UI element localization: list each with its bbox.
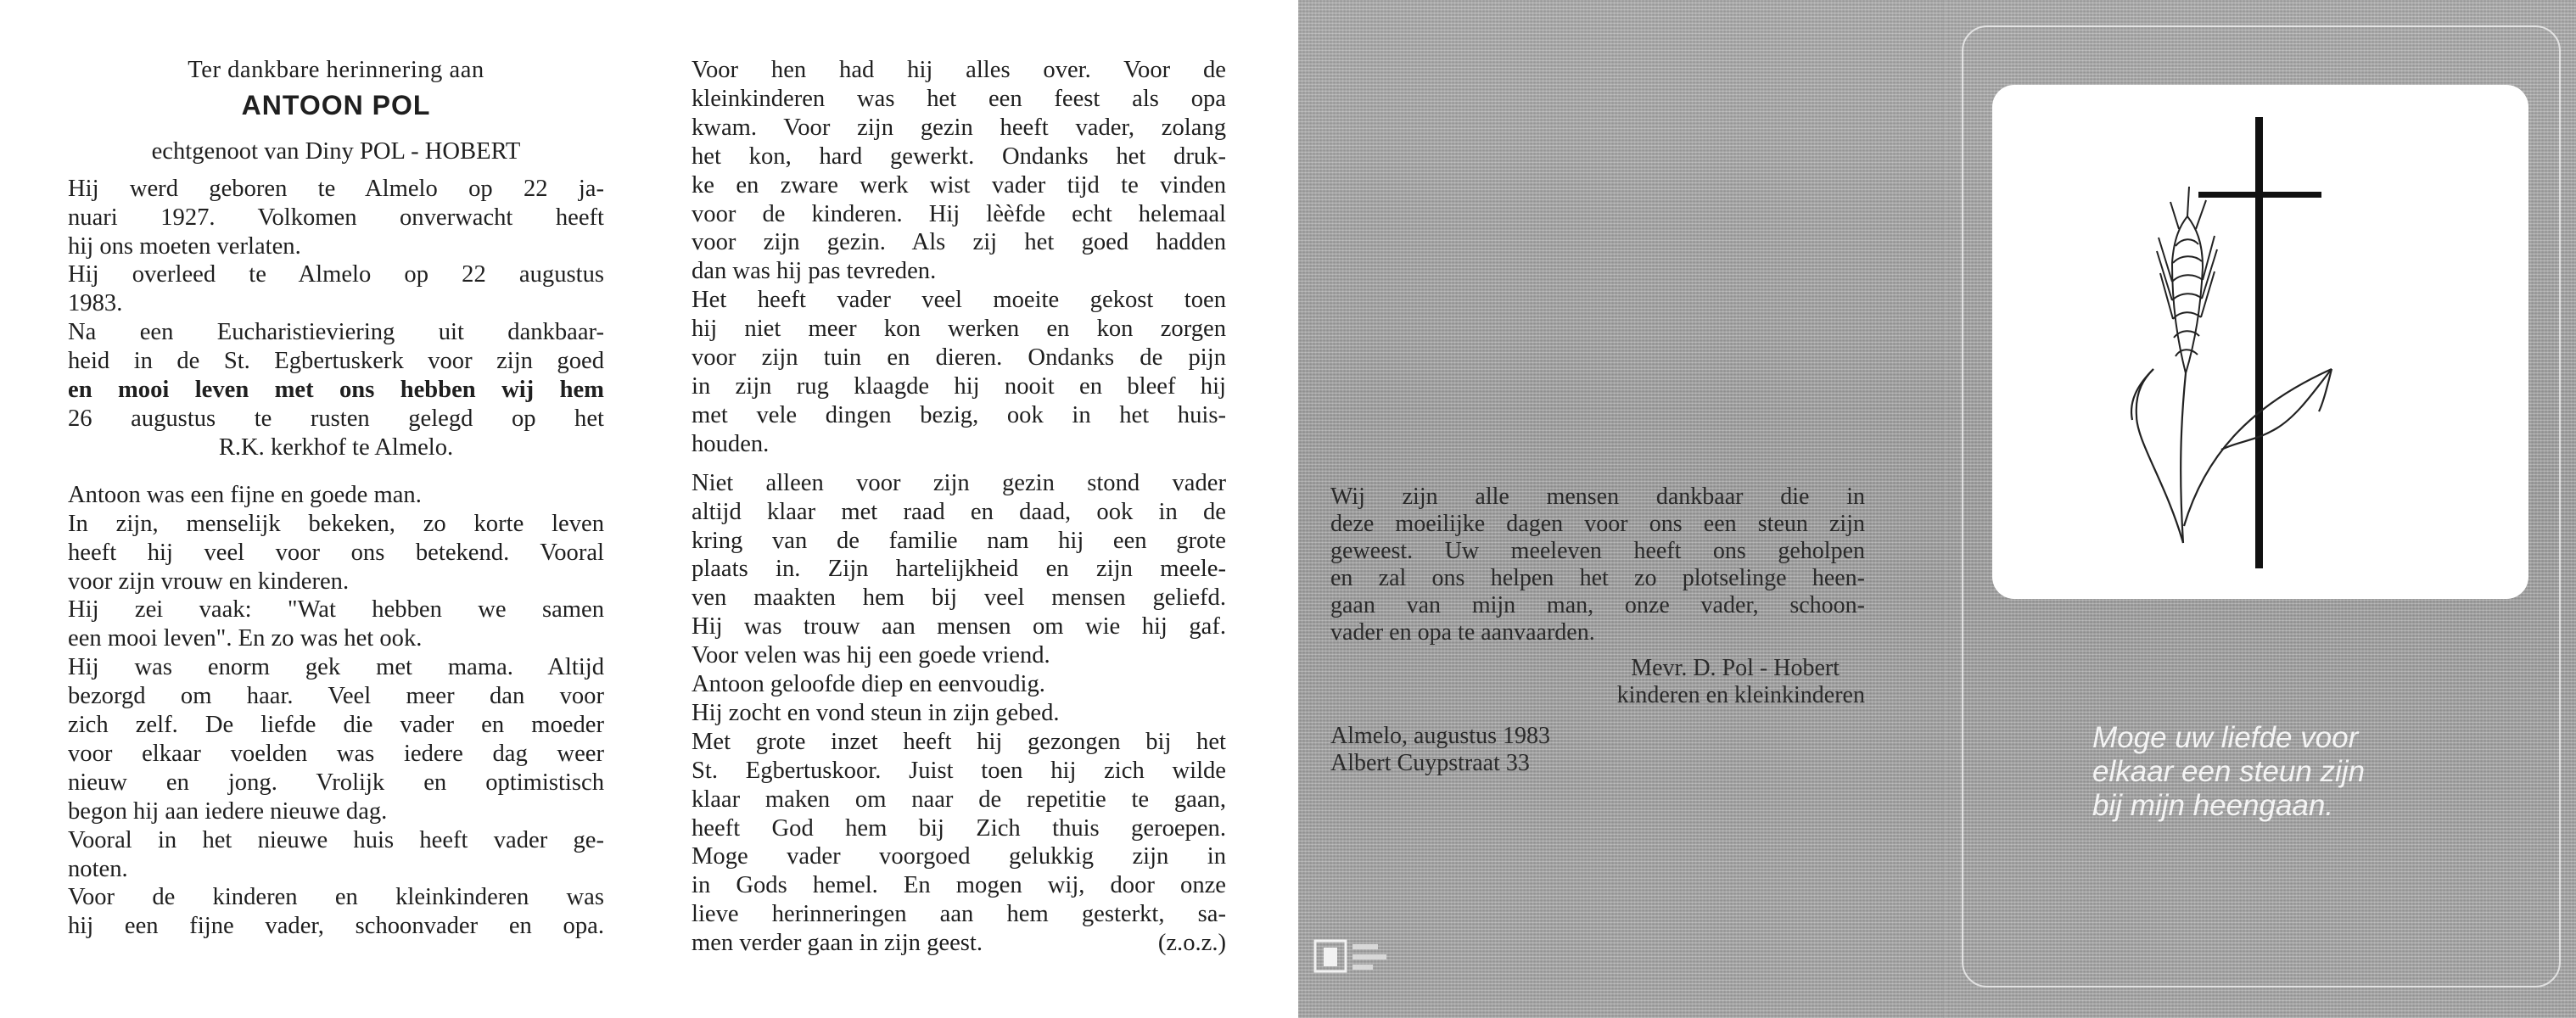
text-line: heid in de St. Egbertuskerk voor zijn goed — [68, 348, 604, 375]
right-column — [692, 56, 1226, 958]
tribute-paragraph-1 — [68, 481, 604, 942]
tribute-paragraph-3 — [692, 469, 1226, 958]
wheat-stalk — [2131, 369, 2332, 543]
text-line: Niet alleen voor zijn gezin stond vader — [692, 469, 1226, 496]
death-text — [68, 260, 604, 318]
text-line: nuari 1927. Volkomen onverwacht heeft — [68, 204, 604, 231]
cover-verse — [2092, 721, 2483, 823]
verse-line: elkaar een steun zijn — [2092, 755, 2366, 788]
text-line: Hij was enorm gek met mama. Altijd — [68, 654, 604, 681]
text-line: Antoon was een fijne en goede man. — [68, 481, 422, 508]
cover-illustration — [1992, 85, 2528, 599]
text-line: In zijn, menselijk bekeken, zo korte leven — [68, 510, 604, 537]
cross-and-wheat-icon — [1992, 85, 2528, 599]
last-line — [692, 929, 1226, 958]
tribute-paragraph-2 — [692, 56, 1226, 459]
birth-text — [68, 175, 604, 261]
text-line: noten. — [68, 855, 128, 882]
text-line: Voor de kinderen en kleinkinderen was — [68, 884, 604, 911]
text-line: hij een fijne vader, schoonvader en opa. — [68, 913, 604, 940]
text-line: St. Egbertuskoor. Juist toen hij zich wilde — [692, 757, 1226, 784]
text-line: houden. — [692, 430, 770, 457]
text-line: kwam. Voor zijn gezin heeft vader, zolang — [692, 114, 1226, 141]
text-line: gaan van mijn man, onze vader, schoon- — [1330, 592, 1865, 618]
signature-line: Mevr. D. Pol - Hobert — [1631, 655, 1840, 681]
text-line: en mooi leven met ons hebben wij hem — [68, 377, 604, 404]
thank-you-note — [1330, 484, 1865, 777]
text-line: voor zijn tuin en dieren. Ondanks de pijn — [692, 344, 1226, 372]
text-line: Antoon geloofde diep en eenvoudig. — [692, 671, 1045, 698]
text-line: ven maakten hem bij veel mensen geliefd. — [692, 585, 1226, 612]
text-line: hij niet meer kon werken en kon zorgen — [692, 316, 1226, 343]
cross-horizontal — [2198, 192, 2321, 198]
text-line: bezorgd om haar. Veel meer dan voor — [68, 683, 604, 710]
text-line: Het heeft vader veel moeite gekost toen — [692, 287, 1226, 314]
text-line: hij ons moeten verlaten. — [68, 232, 301, 260]
text-line: Met grote inzet heeft hij gezongen bij het — [692, 728, 1226, 755]
text-line: R.K. kerkhof te Almelo. — [218, 433, 454, 461]
text-line: Moge vader voorgoed gelukkig zijn in — [692, 843, 1226, 870]
text-line: voor de kinderen. Hij lèèfde echt helemaal — [692, 200, 1226, 227]
text-line: lieve herinneringen aan hem gesterkt, sa- — [692, 901, 1226, 928]
text-line: nieuw en jong. Vrolijk en optimistisch — [68, 769, 604, 796]
text-line: zich zelf. De liefde die vader en moeder — [68, 712, 604, 739]
deceased-name: ANTOON POL — [241, 89, 431, 120]
text-line: geweest. Uw meeleven heeft ons geholpen — [1330, 538, 1865, 564]
text-line: en zal ons helpen het zo plotselinge heen- — [1330, 565, 1865, 591]
text-line: Hij werd geboren te Almelo op 22 ja- — [68, 175, 604, 202]
text-line: Na een Eucharistieviering uit dankbaar- — [68, 319, 604, 346]
verse-line: bij mijn heengaan. — [2092, 789, 2334, 822]
text-line: Voor hen had hij alles over. Voor de — [692, 57, 1226, 83]
intro-line: Ter dankbare herinnering aan — [188, 57, 484, 83]
text-line: Hij was trouw aan mensen om wie hij gaf. — [692, 613, 1226, 640]
text-line: voor zijn gezin. Als zij het goed hadden — [692, 229, 1226, 256]
text-line: Hij zei vaak: "Wat hebben we samen — [68, 596, 604, 624]
text-line: heeft hij veel voor ons betekend. Vooral — [68, 539, 604, 566]
text-line: in zijn rug klaagde hij nooit en bleef hij — [692, 372, 1226, 400]
text-line: vader en opa te aanvaarden. — [1330, 619, 1595, 646]
burial-text — [68, 318, 604, 462]
cross-vertical — [2255, 117, 2263, 568]
text-line: deze moeilijke dagen voor ons een steun zijn — [1330, 511, 1865, 537]
text-line: heeft God hem bij Zich thuis geroepen. — [692, 814, 1226, 842]
text-line: voor zijn vrouw en kinderen. — [68, 568, 350, 595]
verse-line: Moge uw liefde voor — [2092, 721, 2359, 754]
spouse-line: echtgenoot van Diny POL - HOBERT — [151, 137, 521, 165]
text-line: Vooral in het nieuwe huis heeft vader ge- — [68, 826, 604, 853]
text-line: plaats in. Zijn hartelijkheid en zijn meele- — [692, 556, 1226, 583]
text-line: klaar maken om naar de repetitie te gaan, — [692, 786, 1226, 813]
text-line: in Gods hemel. En mogen wij, door onze — [692, 872, 1226, 899]
text-line: kring van de familie nam hij een grote — [692, 527, 1226, 554]
text-line: een mooi leven". En zo was het ook. — [68, 625, 423, 652]
text-line: dan was hij pas tevreden. — [692, 258, 937, 285]
card-fold — [1943, 0, 1946, 1018]
text-line: Hij overleed te Almelo op 22 augustus — [68, 261, 604, 288]
text-line: kleinkinderen was het een feest als opa — [692, 85, 1226, 112]
text-line: Wij zijn alle mensen dankbaar die in — [1330, 484, 1865, 510]
closing-text: men verder gaan in zijn geest. — [692, 930, 983, 957]
text-line: Hij zocht en vond steun in zijn gebed. — [692, 699, 1060, 726]
text-line: met vele dingen bezig, ook in het huis- — [692, 401, 1226, 428]
text-line: Voor velen was hij een goede vriend. — [692, 642, 1050, 669]
printer-logo-icon — [1313, 937, 1407, 976]
left-column — [68, 56, 604, 941]
text-line: altijd klaar met raad en daad, ook in de — [692, 498, 1226, 525]
text-line: het kon, hard gewerkt. Ondanks het druk- — [692, 143, 1226, 170]
place-date: Almelo, augustus 1983 — [1330, 723, 1550, 749]
address: Albert Cuypstraat 33 — [1330, 750, 1530, 776]
text-line: ke en zware werk wist vader tijd te vinden — [692, 171, 1226, 199]
text-line: voor elkaar voelden was iedere dag weer — [68, 740, 604, 767]
signature-line: kinderen en kleinkinderen — [1616, 682, 1865, 708]
text-line: begon hij aan iedere nieuwe dag. — [68, 797, 388, 825]
please-turn-over: (z.o.z.) — [1157, 930, 1226, 957]
wheat-ear — [2157, 187, 2217, 373]
text-line: 1983. — [68, 290, 123, 317]
text-line: 26 augustus te rusten gelegd op het — [68, 405, 604, 432]
